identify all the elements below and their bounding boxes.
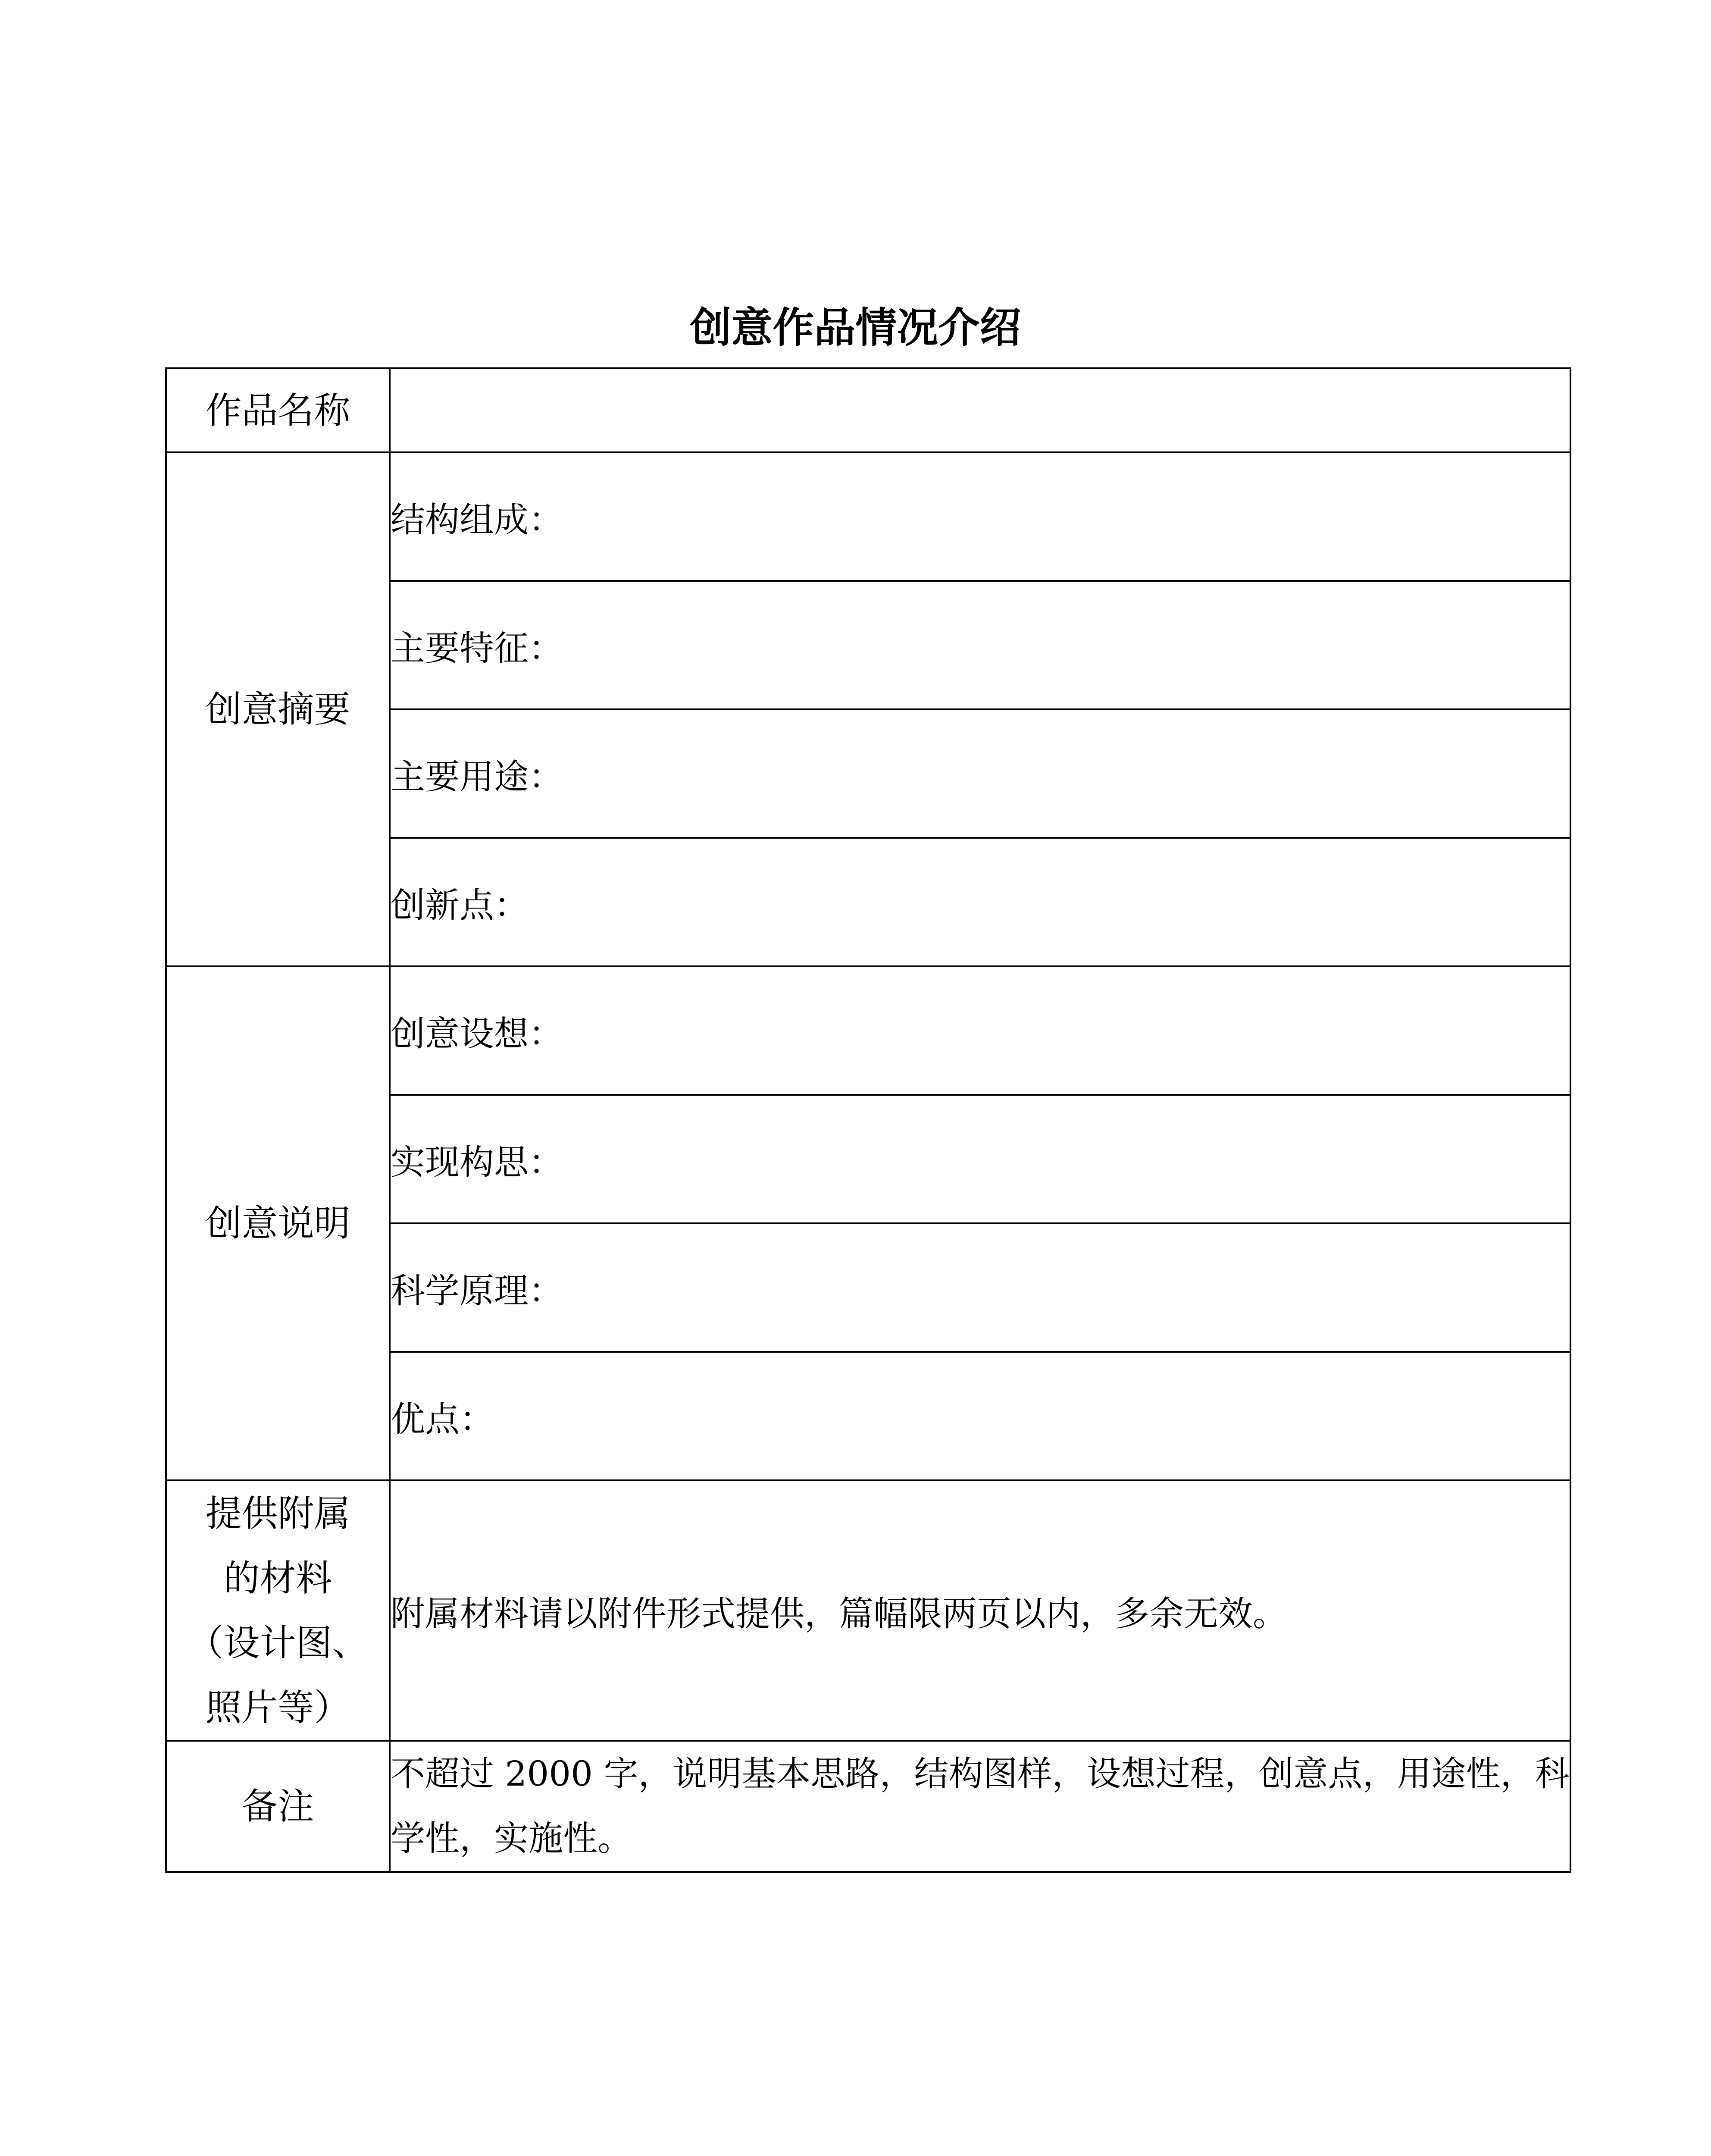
table-row-description-concept (166, 966, 1570, 1095)
project-form-table (165, 367, 1571, 1873)
page-title: 创意作品情况介绍 (690, 304, 1021, 352)
table-row-project-name (166, 368, 1570, 452)
creative-description-label: 创意说明 (166, 966, 390, 1480)
table-row-notes (166, 1741, 1570, 1872)
notes-field[interactable]: 不超过 2000 字，说明基本思路，结构图样，设想过程，创意点，用途性，科学性，实施性。 (390, 1741, 1570, 1872)
advantages-field[interactable]: 优点： (390, 1352, 1570, 1480)
attachments-field[interactable]: 附属材料请以附件形式提供，篇幅限两页以内，多余无效。 (390, 1480, 1570, 1741)
project-name-label: 作品名称 (166, 368, 390, 452)
table-row-attachments (166, 1480, 1570, 1741)
scientific-principle-field[interactable]: 科学原理： (390, 1223, 1570, 1352)
implementation-idea-field[interactable]: 实现构思： (390, 1095, 1570, 1223)
innovation-points-field[interactable]: 创新点： (390, 838, 1570, 966)
creative-concept-field[interactable]: 创意设想： (390, 966, 1570, 1095)
main-uses-field[interactable]: 主要用途： (390, 709, 1570, 838)
project-name-field[interactable] (390, 368, 1570, 452)
structure-composition-field[interactable]: 结构组成： (390, 452, 1570, 581)
table-row-summary-structure (166, 452, 1570, 581)
creative-summary-label: 创意摘要 (166, 452, 390, 966)
main-features-field[interactable]: 主要特征： (390, 581, 1570, 709)
notes-label: 备注 (166, 1741, 390, 1872)
attachments-label (166, 1480, 390, 1741)
attachments-label-line: 的材料 (223, 1557, 332, 1599)
attachments-label-line: （设计图、 (187, 1622, 369, 1664)
attachments-label-line: 提供附属 (205, 1492, 350, 1535)
attachments-label-line: 照片等） (205, 1686, 350, 1729)
